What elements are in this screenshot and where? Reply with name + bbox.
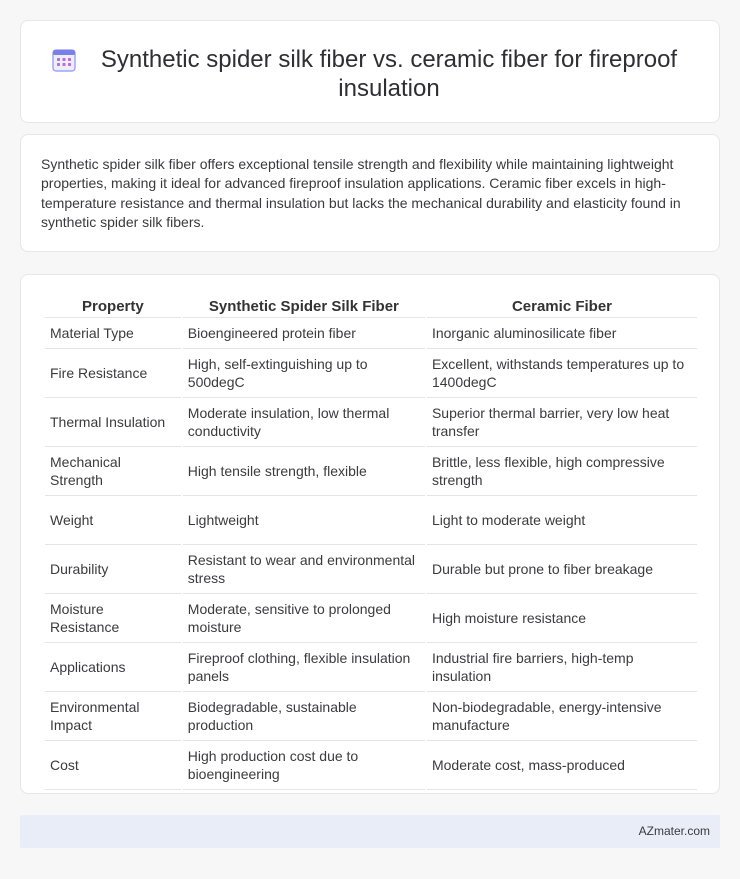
spider-silk-cell: Moderate insulation, low thermal conductivity [183, 398, 425, 447]
table-row [45, 643, 697, 692]
calendar-icon [51, 47, 77, 73]
table-row [45, 318, 697, 349]
spider-silk-cell: Bioengineered protein fiber [183, 318, 425, 349]
ceramic-cell: Non-biodegradable, energy-intensive manufacture [427, 692, 697, 741]
table-row [45, 398, 697, 447]
table-row [45, 447, 697, 496]
table-header-row [45, 296, 697, 318]
table-row [45, 692, 697, 741]
spider-silk-cell: High, self-extinguishing up to 500degC [183, 349, 425, 398]
property-cell: Durability [45, 545, 181, 594]
spider-silk-cell: Lightweight [183, 496, 425, 545]
spider-silk-cell: Biodegradable, sustainable production [183, 692, 425, 741]
title-row [21, 21, 719, 103]
ceramic-cell: Moderate cost, mass-produced [427, 741, 697, 790]
footer-bar [20, 815, 720, 848]
spider-silk-cell: High tensile strength, flexible [183, 447, 425, 496]
ceramic-cell: Industrial fire barriers, high-temp insulation [427, 643, 697, 692]
table-row [45, 496, 697, 545]
table-row [45, 741, 697, 790]
property-cell: Weight [45, 496, 181, 545]
spider-silk-cell: Moderate, sensitive to prolonged moisture [183, 594, 425, 643]
table-row [45, 594, 697, 643]
table-row [45, 545, 697, 594]
ceramic-cell: High moisture resistance [427, 594, 697, 643]
property-cell: Thermal Insulation [45, 398, 181, 447]
property-cell: Applications [45, 643, 181, 692]
spider-silk-cell: Resistant to wear and environmental stress [183, 545, 425, 594]
title-card [20, 20, 720, 123]
property-cell: Mechanical Strength [45, 447, 181, 496]
summary-text: Synthetic spider silk fiber offers exceptional tensile strength and flexibility while maintaining lightweight properties, making it ideal for advanced fireproof insulation applications. Ceramic fiber excels in high-temperature resistance and thermal insulation but lacks the mechanical durability and elasticity found in synthetic spider silk fibers. [41, 156, 681, 231]
column-header-property: Property [45, 296, 181, 318]
property-cell: Material Type [45, 318, 181, 349]
column-header-ceramic: Ceramic Fiber [427, 296, 697, 318]
page-title: Synthetic spider silk fiber vs. ceramic fiber for fireproof insulation [100, 46, 678, 102]
ceramic-cell: Brittle, less flexible, high compressive strength [427, 447, 697, 496]
ceramic-cell: Light to moderate weight [427, 496, 697, 545]
spider-silk-cell: Fireproof clothing, flexible insulation panels [183, 643, 425, 692]
ceramic-cell: Inorganic aluminosilicate fiber [427, 318, 697, 349]
property-cell: Cost [45, 741, 181, 790]
comparison-table [43, 296, 699, 790]
summary-card [20, 134, 720, 252]
property-cell: Fire Resistance [45, 349, 181, 398]
property-cell: Moisture Resistance [45, 594, 181, 643]
ceramic-cell: Excellent, withstands temperatures up to 1400degC [427, 349, 697, 398]
footer-brand: AZmater.com [638, 824, 710, 838]
table-row [45, 349, 697, 398]
spider-silk-cell: High production cost due to bioengineering [183, 741, 425, 790]
property-cell: Environmental Impact [45, 692, 181, 741]
comparison-table-card [20, 274, 720, 794]
ceramic-cell: Durable but prone to fiber breakage [427, 545, 697, 594]
ceramic-cell: Superior thermal barrier, very low heat transfer [427, 398, 697, 447]
column-header-spider-silk: Synthetic Spider Silk Fiber [183, 296, 425, 318]
